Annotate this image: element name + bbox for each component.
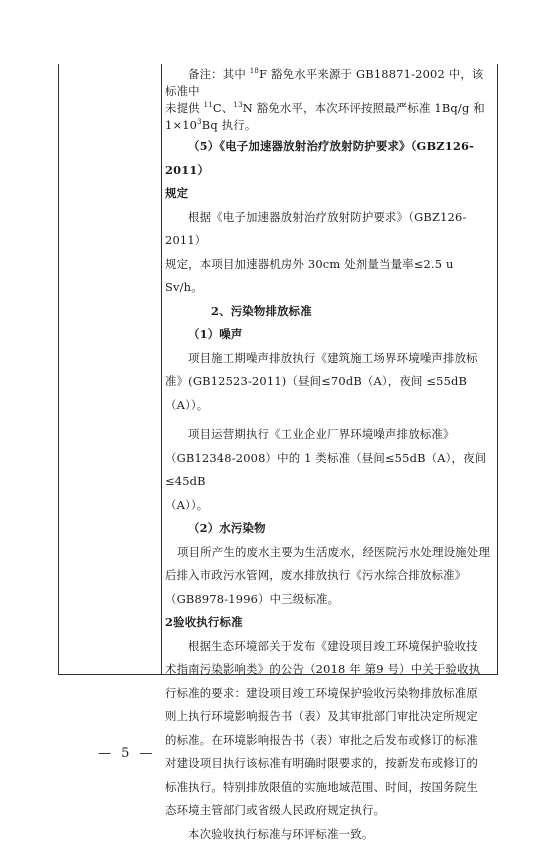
- remark-line: 备注：其中 $^{18}$F 豁免水平来源于 GB18871-2002 中，该标准中: [165, 66, 493, 100]
- noise-paragraph-line: 项目施工期噪声排放执行《建筑施工场界环境噪声排放标: [165, 347, 493, 371]
- section5-heading: （5）《电子加速器放射治疗放射防护要求》（GBZ126-2011）: [165, 135, 493, 182]
- acceptance-paragraph-line: 的标准。在环境影响报告书（表）审批之后发布或修订的标准: [165, 729, 493, 753]
- acceptance-paragraph-line: 标准执行。特别排放限值的实施地域范围、时间，按国务院生: [165, 776, 493, 800]
- table-right-border: [497, 64, 498, 675]
- remark-line: 未提供 $^{11}$C、$^{13}$N 豁免水平，本次环评按照最严标准 1Bq/g 和: [165, 100, 493, 117]
- remark-line: $1\times 10^3Bq$ 执行。: [165, 117, 493, 134]
- content-cell: [165, 66, 493, 846]
- remark-block: [165, 66, 493, 134]
- noise-paragraph-line: （GB12348-2008）中的 1 类标准（昼间≤55dB（A），夜间 ≤45dB: [165, 447, 493, 494]
- acceptance-paragraph-line: 根据生态环境部关于发布《建设项目竣工环境保护验收技: [165, 635, 493, 659]
- acceptance-paragraph-line: 态环境主管部门或省级人民政府规定执行。: [165, 799, 493, 823]
- water-paragraph-line: （GB8978-1996）中三级标准。: [165, 588, 493, 612]
- section5-body-line: 规定，本项目加速器机房外 30cm 处剂量当量率≤2.5 u Sv/h。: [165, 253, 493, 300]
- section5-heading-cont: 规定: [165, 182, 493, 206]
- noise-paragraph-line: 准》(GB12523-2011)（昼间≤70dB（A），夜间 ≤55dB（A））。: [165, 370, 493, 417]
- noise-paragraph-line: （A））。: [165, 494, 493, 518]
- table-frame: [58, 64, 498, 675]
- acceptance-title: 2验收执行标准: [165, 611, 493, 635]
- page-number: — 5 —: [98, 746, 156, 761]
- water-title: （2）水污染物: [165, 517, 493, 541]
- section5-body-line: 根据《电子加速器放射治疗放射防护要求》（GBZ126-2011）: [165, 206, 493, 253]
- noise-paragraph-line: 项目运营期执行《工业企业厂界环境噪声排放标准》: [165, 423, 493, 447]
- table-column-divider: [161, 64, 162, 675]
- acceptance-paragraph-line: 对建设项目执行该标准有明确时限要求的，按新发布或修订的: [165, 752, 493, 776]
- acceptance-paragraph-line: 术指南污染影响类》的公告（2018 年 第9 号）中关于验收执: [165, 658, 493, 682]
- pollutant-title: 2、污染物排放标准: [165, 300, 493, 324]
- acceptance-conclusion: 本次验收执行标准与环评标准一致。: [165, 823, 493, 846]
- water-paragraph-line: 项目所产生的废水主要为生活废水，经医院污水处理设施处理: [165, 541, 493, 565]
- acceptance-paragraph-line: 则上执行环境影响报告书（表）及其审批部门审批决定所规定: [165, 705, 493, 729]
- water-paragraph-line: 后排入市政污水管网，废水排放执行《污水综合排放标准》: [165, 564, 493, 588]
- table-left-border: [58, 64, 59, 675]
- acceptance-paragraph-line: 行标准的要求：建设项目竣工环境保护验收污染物排放标准原: [165, 682, 493, 706]
- noise-title: （1）噪声: [165, 323, 493, 347]
